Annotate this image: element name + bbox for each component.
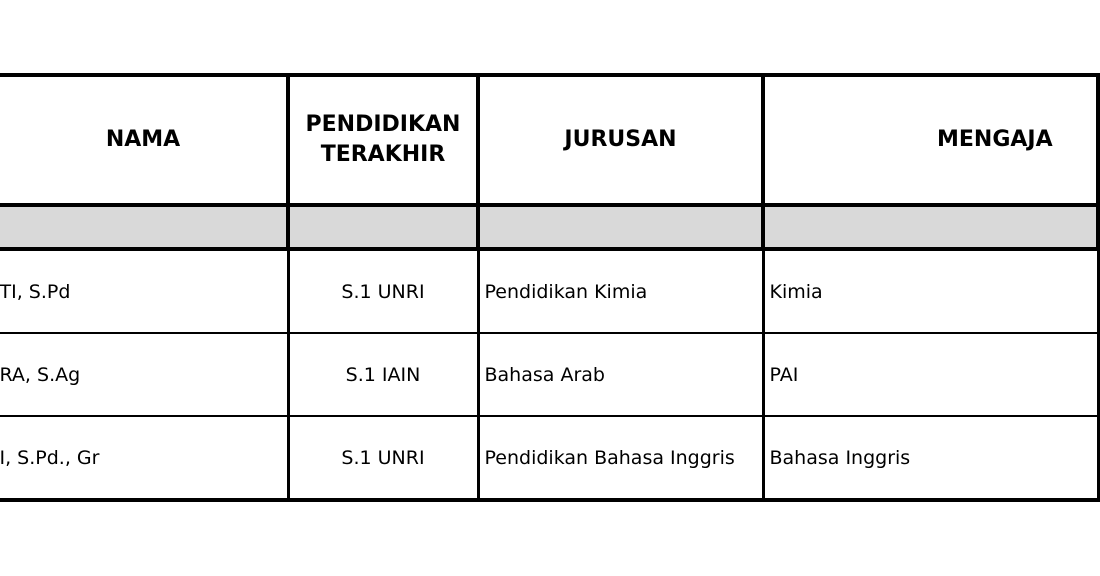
cell-pendidikan: S.1 IAIN (288, 333, 478, 416)
cell-mengajar: Kimia (763, 249, 1098, 333)
cell-pendidikan: S.1 UNRI (288, 416, 478, 500)
spacer-cell-mengajar (763, 205, 1098, 249)
cell-jurusan: Pendidikan Kimia (478, 249, 763, 333)
cell-mengajar: Bahasa Inggris (763, 416, 1098, 500)
table-row (0, 333, 1098, 416)
cell-nama (0, 333, 288, 416)
header-pendidikan-line2: TERAKHIR (320, 142, 446, 167)
cell-nama-text: TI, S.Pd (0, 280, 71, 303)
header-row (0, 75, 1098, 205)
header-mengajar (763, 75, 1098, 205)
cell-pendidikan: S.1 UNRI (288, 249, 478, 333)
cell-nama-text: RA, S.Ag (0, 363, 81, 386)
header-nama (0, 75, 288, 205)
header-jurusan (478, 75, 763, 205)
shaded-spacer-row (0, 205, 1098, 249)
teacher-table-container (0, 73, 1053, 497)
table-row (0, 416, 1098, 500)
table-row (0, 249, 1098, 333)
cell-jurusan: Bahasa Arab (478, 333, 763, 416)
header-mengajar-label: MENGAJA (937, 127, 1053, 153)
header-pendidikan-terakhir (288, 75, 478, 205)
header-jurusan-label: JURUSAN (564, 127, 677, 153)
cell-mengajar: PAI (763, 333, 1098, 416)
header-nama-label: NAMA (105, 127, 181, 153)
cell-nama (0, 416, 288, 500)
spacer-cell-pendidikan (288, 205, 478, 249)
header-pendidikan-line1: PENDIDIKAN (305, 112, 461, 138)
cell-nama (0, 249, 288, 333)
teacher-table (0, 73, 1100, 502)
spacer-cell-jurusan (478, 205, 763, 249)
spacer-cell-nama (0, 205, 288, 249)
cell-jurusan: Pendidikan Bahasa Inggris (478, 416, 763, 500)
cell-nama-text: I, S.Pd., Gr (0, 446, 100, 469)
